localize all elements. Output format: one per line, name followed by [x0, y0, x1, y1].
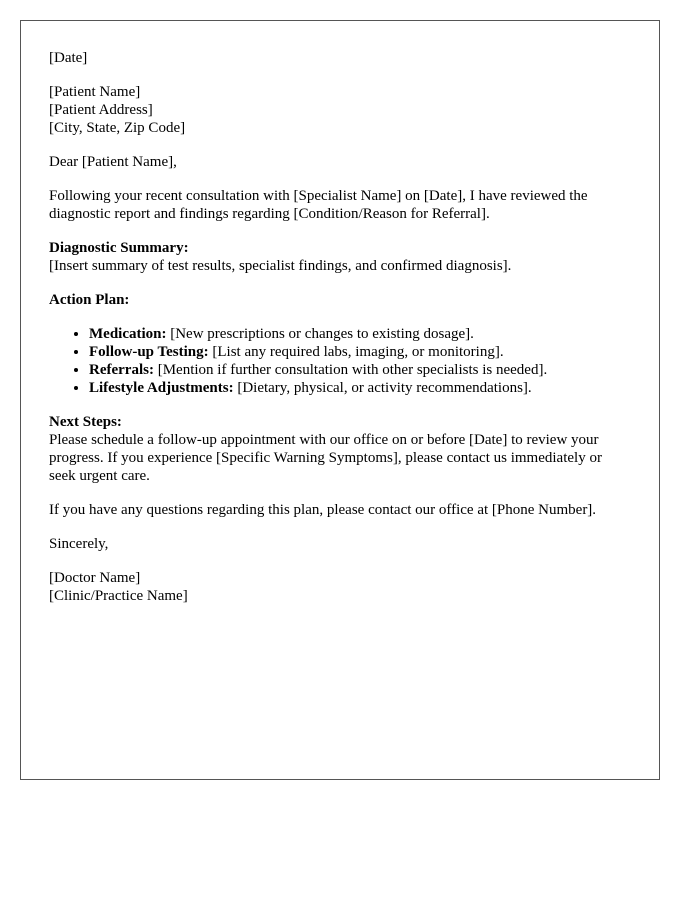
signature-block — [49, 569, 631, 605]
diagnostic-summary-label: Diagnostic Summary: — [49, 240, 189, 256]
action-plan-list — [49, 325, 631, 397]
practice-name: [Clinic/Practice Name] — [49, 588, 188, 604]
list-item — [89, 361, 631, 379]
intro-paragraph: Following your recent consultation with [Specialist Name] on [Date], I have reviewed the diagnostic report and findings regarding [Condition/Reason for Referral]. — [49, 188, 588, 222]
medication-text: [New prescriptions or changes to existing dosage]. — [166, 326, 474, 342]
doctor-name: [Doctor Name] — [49, 570, 141, 586]
list-item — [89, 343, 631, 361]
patient-address: [Patient Address] — [49, 102, 153, 118]
lifestyle-adjustments-text: [Dietary, physical, or activity recommendations]. — [233, 380, 532, 396]
follow-up-testing-label: Follow-up Testing: — [89, 344, 209, 360]
follow-up-testing-text: [List any required labs, imaging, or monitoring]. — [208, 344, 504, 360]
letter-date — [49, 49, 631, 67]
list-item — [89, 379, 631, 397]
date-text: [Date] — [49, 50, 88, 66]
diagnostic-summary-section — [49, 239, 631, 275]
city-state-zip: [City, State, Zip Code] — [49, 120, 186, 136]
referrals-text: [Mention if further consultation with other specialists is needed]. — [153, 362, 548, 378]
list-item — [89, 325, 631, 343]
referrals-label: Referrals: — [89, 362, 154, 378]
letter-page — [20, 20, 660, 780]
diagnostic-summary-text: [Insert summary of test results, specialist findings, and confirmed diagnosis]. — [49, 258, 512, 274]
next-steps-section — [49, 413, 631, 485]
next-steps-label: Next Steps: — [49, 414, 122, 430]
patient-name: [Patient Name] — [49, 84, 141, 100]
action-plan-label: Action Plan: — [49, 292, 130, 308]
next-steps-text: Please schedule a follow-up appointment with our office on or before [Date] to review your progress. If you experience [Specific Warning Symptoms], please contact us immediately or seek urgent care. — [49, 432, 602, 484]
medication-label: Medication: — [89, 326, 167, 342]
closing: Sincerely, — [49, 536, 109, 552]
recipient-address — [49, 83, 631, 137]
lifestyle-adjustments-label: Lifestyle Adjustments: — [89, 380, 234, 396]
questions-paragraph: If you have any questions regarding this plan, please contact our office at [Phone Number]. — [49, 502, 597, 518]
salutation: Dear [Patient Name], — [49, 154, 177, 170]
